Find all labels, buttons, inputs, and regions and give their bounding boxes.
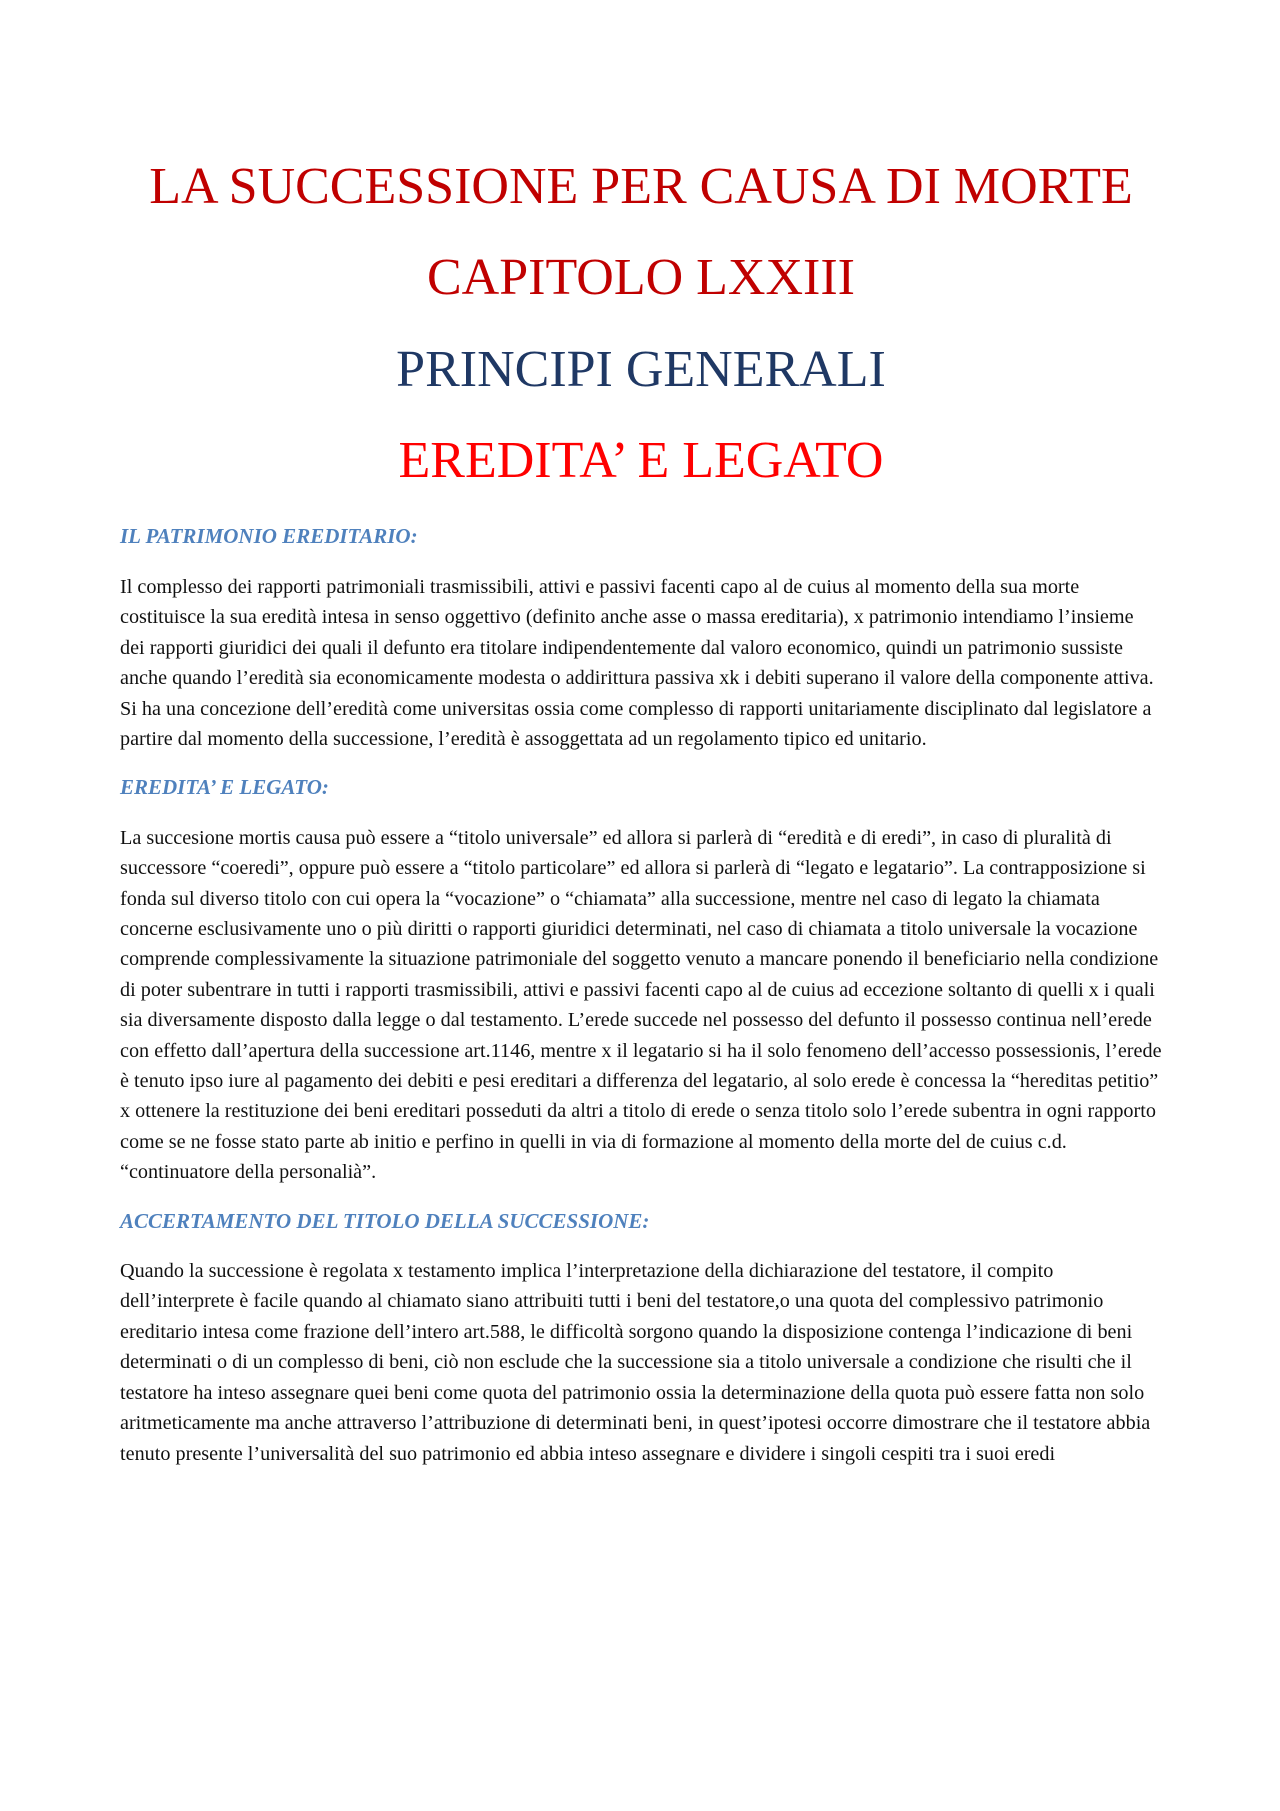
section-heading: ACCERTAMENTO DEL TITOLO DELLA SUCCESSIONE: [120,1208,650,1233]
section-patrimonio-ereditario [120,521,1162,754]
document-content [120,156,1162,1487]
section-paragraph: Il complesso dei rapporti patrimoniali trasmissibili, attivi e passivi facenti capo al de cuius al momento della sua morte costituisce la sua eredità intesa in senso oggettivo (definito anche asse o massa ereditaria), x patrimonio intendiamo l’insieme dei rapporti giuridici dei quali il defunto era titolare indipendentemente dal valoro economico, quindi un patrimonio sussiste anche quando l’eredità sia economicamente modesta o addirittura passiva xk i debiti superano il valore della componente attiva. Si ha una concezione dell’eredità come universitas ossia come complesso di rapporti unitariamente disciplinato dal legislatore a partire dal momento della successione, l’eredità è assoggettata ad un regolamento tipico ed unitario. [120,575,1154,750]
section-paragraph: La succesione mortis causa può essere a “titolo universale” ed allora si parlerà di “eredità e di eredi”, in caso di pluralità di successore “coeredi”, oppure può essere a “titolo particolare” ed allora si parlerà di “legato e legatario”. La contrapposizione si fonda sul diverso titolo con cui opera la “vocazione” o “chiamata” alla successione, mentre nel caso di legato la chiamata concerne esclusivamente uno o più diritti o rapporti giuridici determinati, nel caso di chiamata a titolo universale la vocazione comprende complessivamente la situazione patrimoniale del soggetto venuto a mancare ponendo il beneficiario nella condizione di poter subentrare in tutti i rapporti trasmissibili, attivi e passivi facenti capo al de cuius ad eccezione soltanto di quelli x i quali sia diversamente disposto dalla legge o dal testamento. L’erede succede nel possesso del defunto il possesso continua nell’erede con effetto dall’apertura della successione art.1146, mentre x il legatario si ha il solo fenomeno dell’accesso possessionis, l’erede è tenuto ipso iure al pagamento dei debiti e pesi ereditari a differenza del legatario, al solo erede è concessa la “hereditas petitio” x ottenere la restituzione dei beni ereditari posseduti da altri a titolo di erede o senza titolo solo l’erede subentra in ogni rapporto come se ne fosse stato parte ab initio e perfino in quelli in via di formazione al momento della morte del de cuius c.d. “continuatore della personalià”. [120,826,1162,1184]
section-heading: EREDITA’ E LEGATO: [120,775,329,800]
subject-title: EREDITA’ E LEGATO [398,432,884,490]
section-paragraph: Quando la successione è regolata x testamento implica l’interpretazione della dichiarazione del testatore, il compito dell’interprete è facile quando al chiamato siano attribuiti tutti i beni del testatore,o una quota del complessivo patrimonio ereditario intesa come frazione dell’intero art.588, le difficoltà sorgono quando la disposizione contenga l’indicazione di beni determinati o di un complesso di beni, ciò non esclude che la successione sia a titolo universale a condizione che risulti che il testatore ha inteso assegnare quei beni come quota del patrimonio ossia la determinazione della quota può essere fatta non solo aritmeticamente ma anche attraverso l’attribuzione di determinati beni, in quest’ipotesi occorre dimostrare che il testatore abbia tenuto presente l’universalità del suo patrimonio ed abbia inteso assegnare e dividere i singoli cespiti tra i suoi eredi [120,1260,1151,1465]
document-main-title: LA SUCCESSIONE PER CAUSA DI MORTE [149,158,1133,215]
section-eredita-e-legato [120,772,1162,1187]
section-accertamento-titolo [120,1206,1162,1469]
chapter-title: CAPITOLO LXXIII [427,249,855,307]
principles-title: PRINCIPI GENERALI [396,340,886,398]
section-heading: IL PATRIMONIO EREDITARIO: [120,524,418,549]
